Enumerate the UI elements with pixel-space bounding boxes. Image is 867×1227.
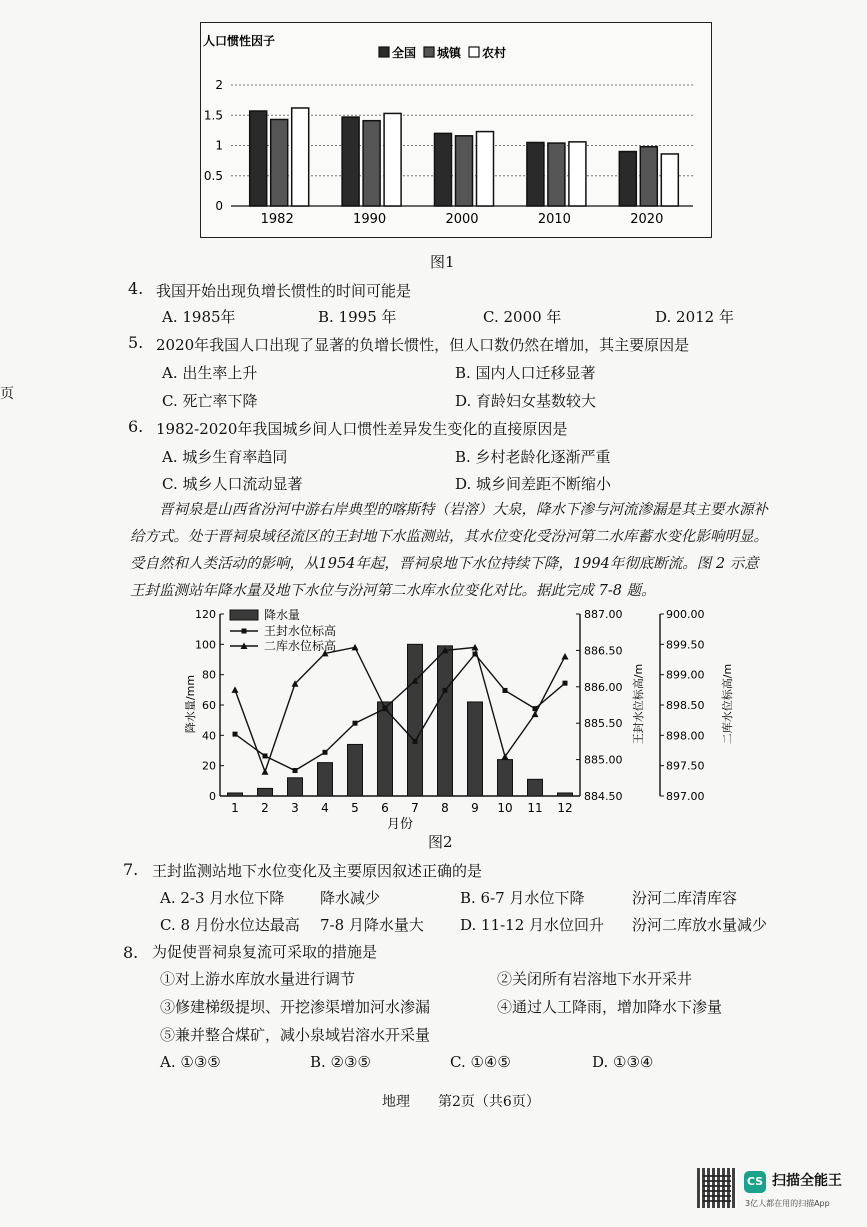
q4-option-c: C. 2000 年: [483, 308, 562, 326]
fig2-line-二库水位标高: [235, 647, 565, 771]
q4-option-d: D. 2012 年: [655, 308, 734, 326]
fig2-mid-tick-3: 886.00: [584, 680, 623, 694]
fig2-mid-tick-0: 884.50: [584, 790, 623, 803]
fig2-bar-month-4: [318, 763, 333, 796]
figure2-caption: 图2: [428, 833, 453, 851]
fig2-xtick-6: 7: [411, 801, 419, 815]
fig2-point-erku-1: [232, 686, 239, 693]
q8-option-a: A. ①③⑤: [160, 1053, 221, 1071]
fig1-legend-swatch-0: [379, 47, 389, 57]
q7-stem: 王封监测站地下水位变化及主要原因叙述正确的是: [152, 862, 483, 880]
fig2-mid-tick-4: 886.50: [584, 644, 623, 658]
q7-option-c: C. 8 月份水位达最高: [160, 916, 300, 934]
fig1-ytick-0: 0: [215, 199, 223, 213]
fig2-bar-month-10: [498, 760, 513, 796]
fig1-ytick-4: 2: [215, 78, 223, 92]
fig1-bar-2020-农村: [661, 154, 678, 206]
fig2-right-tick-3: 898.50: [666, 699, 705, 712]
fig2-right-tick-1: 897.50: [666, 759, 705, 773]
scanner-logo: CS: [744, 1171, 766, 1193]
fig2-xlabel: 月份: [386, 817, 414, 832]
q7-option-d-reason: 汾河二库放水量减少: [632, 916, 768, 934]
fig2-xtick-3: 4: [321, 801, 329, 815]
fig2-right-tick-0: 897.00: [666, 790, 705, 803]
fig1-xtick-2: 2000: [445, 212, 479, 227]
fig1-bar-1990-全国: [342, 117, 359, 206]
q5-option-b: B. 国内人口迁移显著: [455, 364, 596, 382]
q7-option-b-reason: 汾河二库清库容: [632, 889, 738, 907]
fig1-bar-2010-城镇: [548, 143, 565, 206]
fig1-legend-swatch-1: [424, 47, 434, 57]
scanner-brand: 扫描全能王: [772, 1173, 842, 1189]
q8-option-c: C. ①④⑤: [450, 1053, 511, 1071]
fig2-legend-label-1: 王封水位标高: [264, 624, 337, 638]
fig1-legend-label-2: 农村: [482, 46, 507, 60]
q7-number: 7.: [123, 860, 139, 879]
q8-stem: 为促使晋祠泉复流可采取的措施是: [152, 943, 378, 961]
figure1-chart: [200, 22, 712, 238]
q4-option-a: A. 1985年: [162, 308, 236, 326]
fig2-mid-tick-5: 887.00: [584, 608, 623, 621]
fig1-ytick-1: 0.5: [203, 168, 223, 183]
fig2-point-erku-11: [532, 711, 539, 718]
fig2-legend-label-0: 降水量: [264, 608, 301, 622]
fig2-bar-month-12: [558, 793, 573, 796]
fig2-bar-month-11: [528, 779, 543, 796]
fig2-left-ylabel: 降水量/mm: [184, 674, 197, 734]
q5-stem: 2020年我国人口出现了显著的负增长惯性，但人口数仍然在增加，其主要原因是: [156, 336, 690, 354]
q7-option-b: B. 6-7 月水位下降: [460, 889, 585, 907]
q6-option-a: A. 城乡生育率趋同: [162, 448, 288, 466]
fig2-xtick-10: 11: [527, 801, 543, 815]
fig1-bar-2010-农村: [569, 142, 586, 206]
fig2-right-tick-5: 899.50: [666, 638, 705, 652]
fig1-bar-2000-农村: [477, 132, 494, 206]
q6-option-d: D. 城乡间差距不断缩小: [455, 475, 612, 493]
fig2-point-wangfeng-2: [263, 753, 268, 758]
fig2-left-tick-2: 40: [202, 729, 216, 743]
fig2-left-tick-3: 60: [202, 699, 216, 712]
fig1-bar-2020-全国: [619, 152, 636, 206]
fig1-legend-label-1: 城镇: [437, 46, 462, 60]
passage-text: 晋祠泉是山西省汾河中游右岸典型的喀斯特（岩溶）大泉，降水下渗与河流渗漏是其主要水源补给方式。处于晋祠泉域径流区的王封地下水监测站，其水位变化受汾河第二水库蓄水变化影响明显。受自然和人类活动的影响，从1954年起，晋祠泉地下水位持续下降，1994年彻底断流。图 2 示意王封监测站年降水量及地下水位与汾河第二水库水位变化对比。据此完成 7-8 题。: [130, 502, 768, 599]
fig2-mid-tick-1: 885.00: [584, 753, 623, 767]
q7-option-a: A. 2-3 月水位下降: [160, 889, 285, 907]
fig2-xtick-7: 8: [441, 801, 449, 815]
fig1-ytick-2: 1: [215, 138, 223, 153]
q8-measure-4: ④通过人工降雨，增加降水下渗量: [497, 998, 723, 1016]
fig2-right-tick-4: 899.00: [666, 668, 705, 682]
q8-measure-2: ②关闭所有岩溶地下水开采井: [497, 970, 693, 988]
fig1-legend-label-0: 全国: [392, 46, 417, 60]
q5-number: 5.: [128, 333, 144, 352]
fig2-xtick-5: 6: [381, 801, 389, 815]
q8-measure-3: ③修建梯级提坝、开挖渗渠增加河水渗漏: [160, 998, 431, 1016]
fig2-xtick-8: 9: [471, 801, 479, 815]
q5-option-c: C. 死亡率下降: [162, 392, 258, 410]
fig1-xtick-4: 2020: [630, 212, 664, 227]
fig2-bar-month-2: [258, 788, 273, 796]
q4-option-b: B. 1995 年: [318, 308, 397, 326]
q6-number: 6.: [128, 417, 144, 436]
fig2-mid-ylabel: 王封水位标高/m: [632, 663, 645, 745]
side-mark: 页: [0, 386, 14, 402]
q7-option-c-reason: 7-8 月降水量大: [320, 916, 424, 934]
fig2-left-tick-6: 120: [195, 608, 216, 621]
fig2-xtick-1: 2: [261, 801, 269, 815]
fig2-mid-tick-2: 885.50: [584, 717, 623, 731]
fig2-xtick-4: 5: [351, 801, 359, 815]
fig2-legend-label-2: 二库水位标高: [264, 639, 337, 653]
fig2-point-erku-5: [352, 644, 359, 651]
fig2-legend-marker-wangfeng: [242, 629, 247, 634]
fig2-xtick-9: 10: [497, 801, 513, 815]
fig2-bar-month-7: [408, 644, 423, 796]
fig2-bar-month-9: [468, 702, 483, 796]
fig2-point-wangfeng-12: [563, 681, 568, 686]
fig2-point-wangfeng-5: [353, 721, 358, 726]
q7-option-d: D. 11-12 月水位回升: [460, 916, 605, 934]
q7-option-a-reason: 降水减少: [320, 889, 381, 907]
q6-option-b: B. 乡村老龄化逐渐严重: [455, 448, 611, 466]
fig2-bar-month-1: [228, 793, 243, 796]
figure1-caption: 图1: [430, 253, 455, 271]
fig1-bar-2010-全国: [527, 142, 544, 206]
q4-number: 4.: [128, 279, 144, 298]
fig2-point-wangfeng-4: [323, 750, 328, 755]
q5-option-a: A. 出生率上升: [162, 364, 258, 382]
fig1-xtick-0: 1982: [260, 212, 294, 227]
fig1-legend-swatch-2: [469, 47, 479, 57]
figure1-svg: [201, 23, 711, 237]
fig2-point-wangfeng-7: [413, 739, 418, 744]
fig2-xtick-11: 12: [557, 801, 573, 815]
fig2-left-tick-5: 100: [195, 638, 216, 652]
scanner-tagline: 3亿人都在用的扫描App: [745, 1199, 830, 1208]
fig2-right-tick-6: 900.00: [666, 608, 705, 621]
fig1-xtick-1: 1990: [353, 212, 387, 227]
fig2-bar-month-3: [288, 778, 303, 796]
fig1-xtick-3: 2010: [537, 212, 571, 227]
fig2-left-tick-0: 0: [209, 790, 216, 803]
q6-option-c: C. 城乡人口流动显著: [162, 475, 303, 493]
fig1-ytick-3: 1.5: [203, 108, 223, 123]
q5-option-d: D. 育龄妇女基数较大: [455, 392, 597, 410]
fig1-bar-2000-城镇: [456, 136, 473, 206]
fig1-bar-2000-全国: [435, 133, 452, 206]
fig2-point-erku-12: [562, 653, 569, 660]
q8-measure-1: ①对上游水库放水量进行调节: [160, 970, 356, 988]
fig2-point-wangfeng-3: [293, 768, 298, 773]
fig2-point-erku-2: [262, 768, 269, 775]
fig2-left-tick-1: 20: [202, 759, 216, 773]
fig2-xtick-2: 3: [291, 801, 299, 815]
fig2-right-tick-2: 898.00: [666, 729, 705, 743]
qr-code-icon: [697, 1168, 737, 1208]
q8-number: 8.: [123, 943, 139, 962]
q8-measure-5: ⑤兼并整合煤矿，减小泉域岩溶水开采量: [160, 1026, 431, 1044]
fig1-ylabel: 人口惯性因子: [203, 34, 276, 48]
fig2-line-王封水位标高: [235, 654, 565, 770]
fig2-bar-month-6: [378, 702, 393, 796]
fig1-bar-1982-全国: [250, 111, 267, 206]
fig2-point-wangfeng-10: [503, 688, 508, 693]
fig1-bar-1990-城镇: [363, 121, 380, 206]
fig2-legend-swatch-rain: [230, 610, 258, 620]
fig1-bar-1982-农村: [292, 108, 309, 206]
q6-stem: 1982-2020年我国城乡间人口惯性差异发生变化的直接原因是: [156, 420, 568, 438]
fig1-bar-1990-农村: [384, 113, 401, 206]
figure2-svg: [180, 604, 750, 832]
fig2-left-tick-4: 80: [202, 668, 216, 682]
fig1-bar-1982-城镇: [271, 119, 288, 206]
fig2-bar-month-5: [348, 744, 363, 796]
fig2-right-ylabel: 二库水位标高/m: [721, 663, 734, 745]
q8-option-b: B. ②③⑤: [310, 1053, 371, 1071]
fig1-bar-2020-城镇: [640, 147, 657, 206]
fig2-bar-month-8: [438, 646, 453, 796]
fig2-point-wangfeng-8: [443, 688, 448, 693]
q4-stem: 我国开始出现负增长惯性的时间可能是: [156, 282, 412, 300]
fig2-point-wangfeng-1: [233, 732, 238, 737]
fig2-xtick-0: 1: [231, 801, 239, 815]
page-footer: 地理 第2页（共6页）: [382, 1094, 540, 1110]
q8-option-d: D. ①③④: [592, 1053, 654, 1071]
